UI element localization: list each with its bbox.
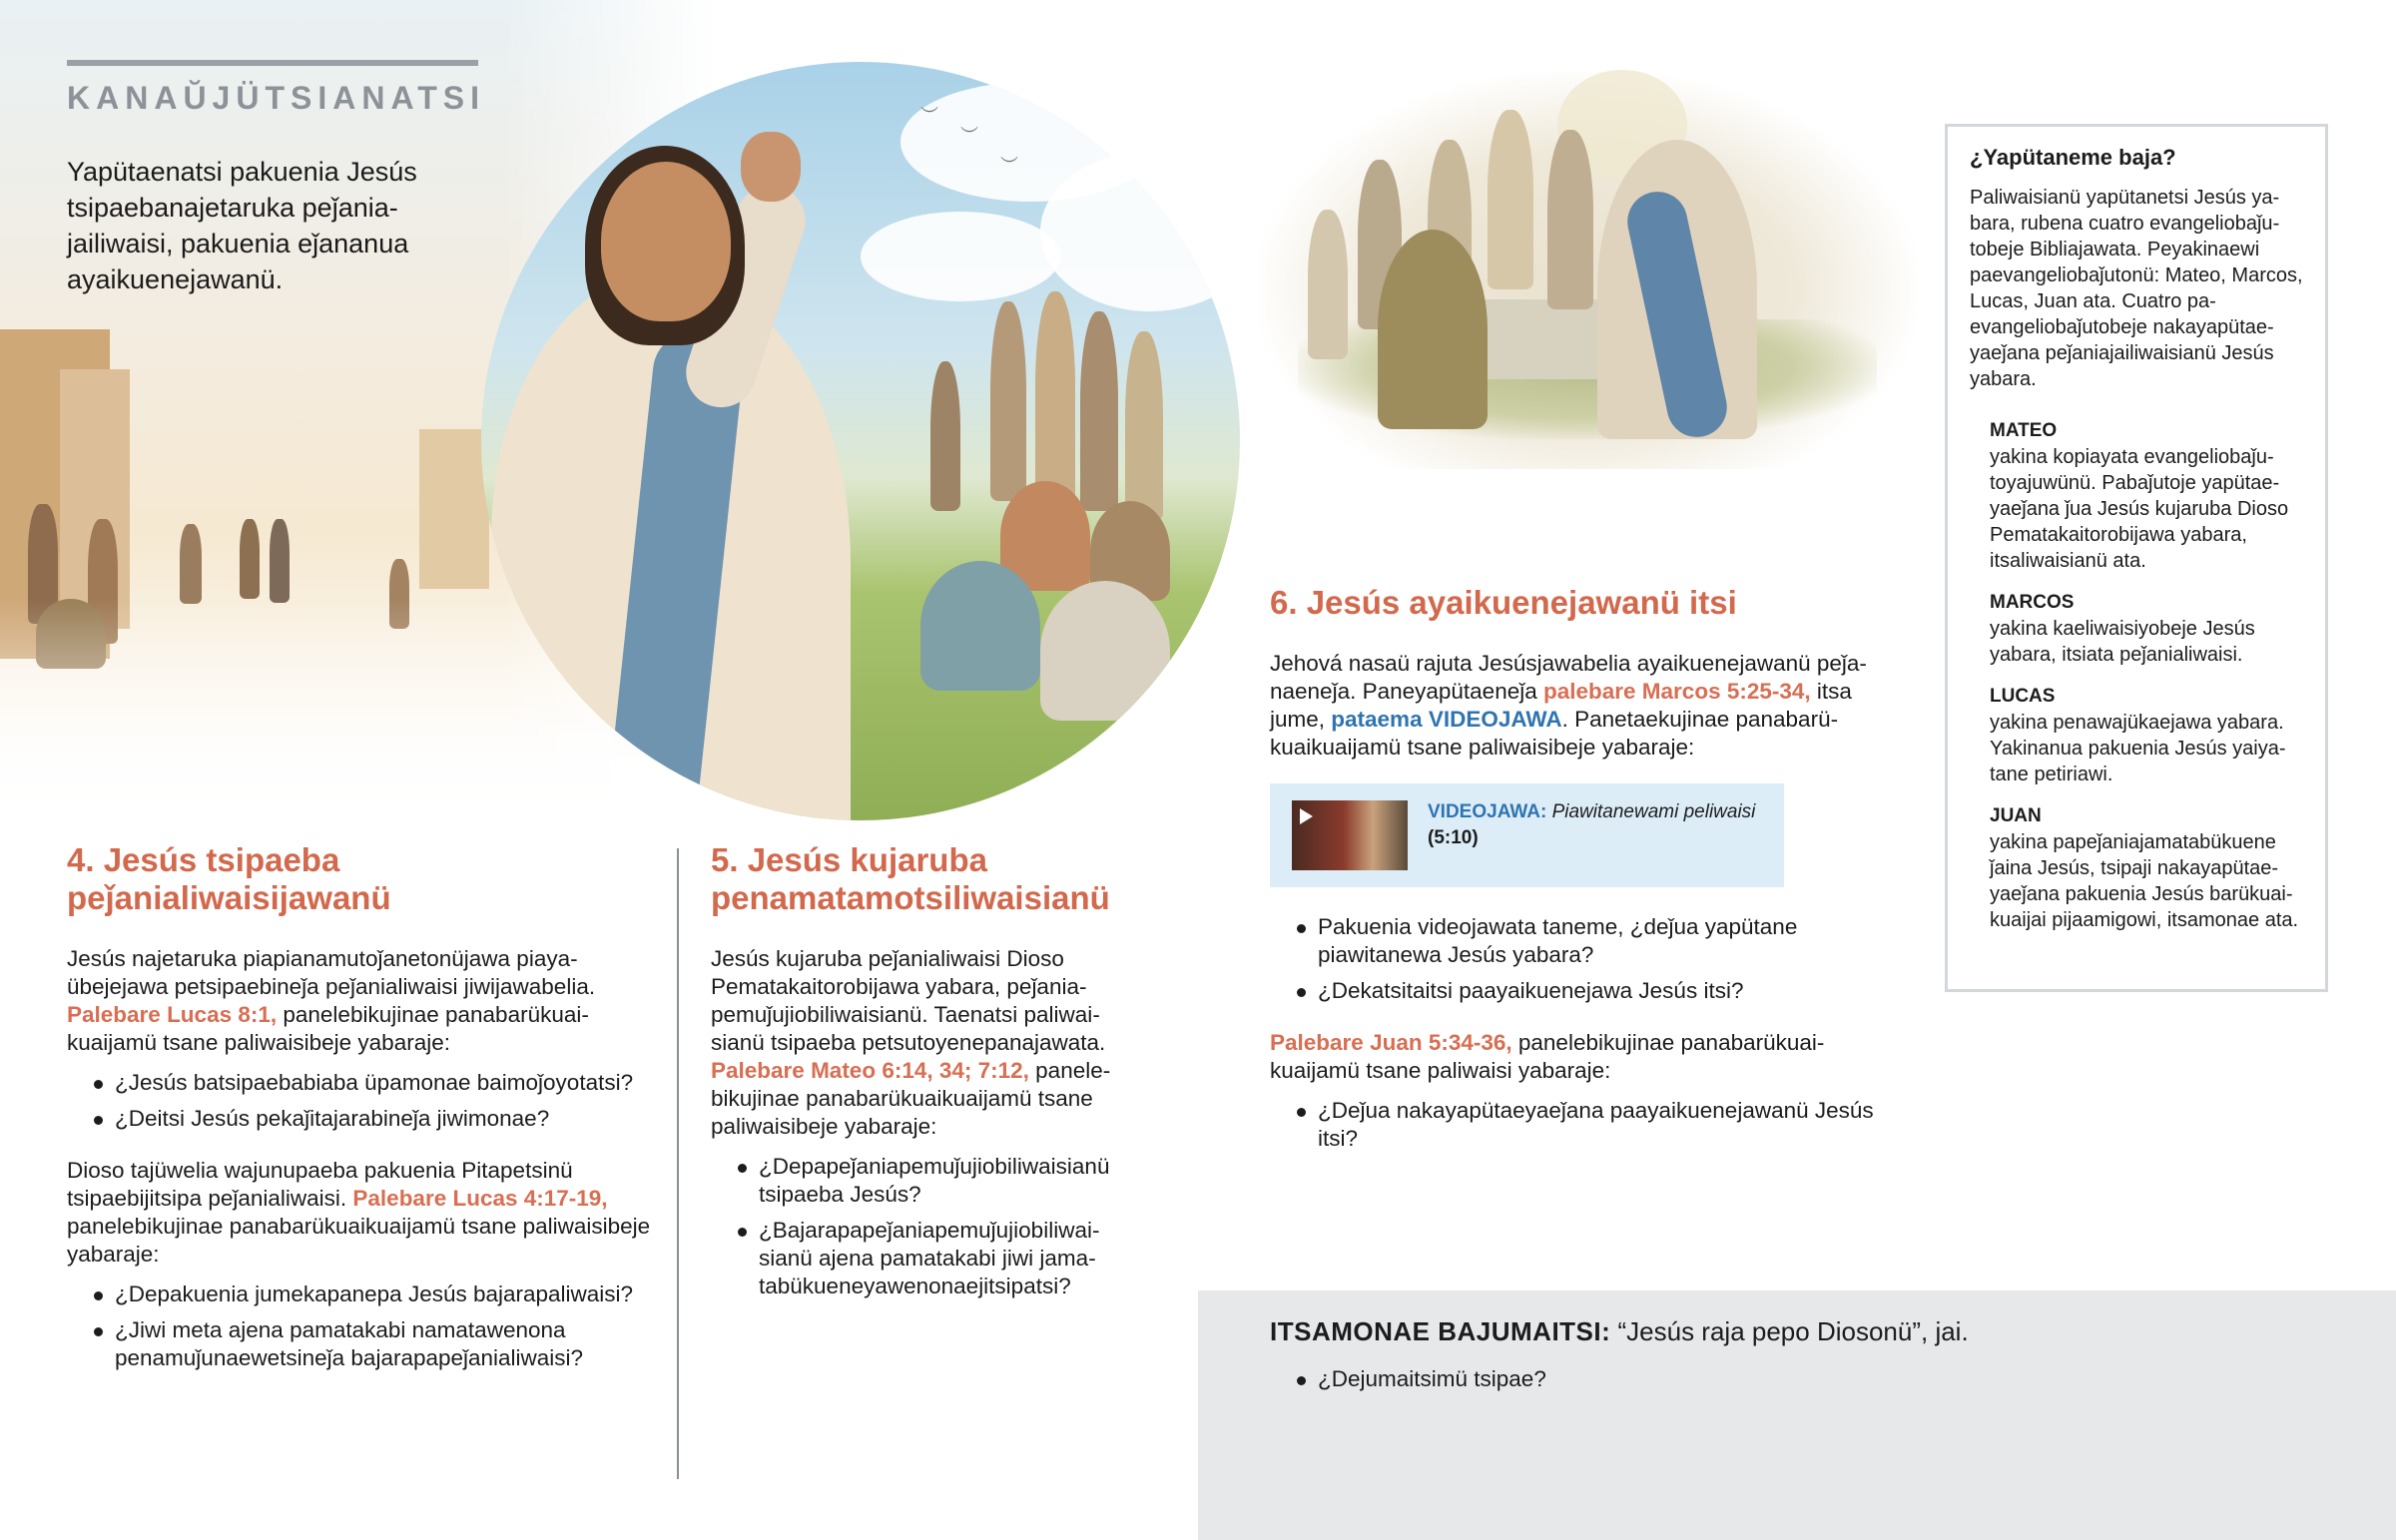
- paragraph-text: itsa jume,: [1270, 679, 1852, 732]
- sidebox-title: ¿Yapütaneme baja?: [1970, 145, 2176, 170]
- gospel-name: JUAN: [1990, 805, 2042, 826]
- video-link[interactable]: pataema VIDEOJAWA: [1331, 707, 1562, 732]
- section-6-title: 6. Jesús ayaikuenejawanü itsi: [1270, 584, 1737, 621]
- others-say-panel: [1198, 1290, 2396, 1540]
- gospel-entry: [1970, 684, 2305, 787]
- gospel-entry: [1970, 418, 2305, 574]
- question-list: [67, 1281, 666, 1372]
- section-4-paragraph-2: [67, 1157, 666, 1269]
- section-6-paragraph-1: [1270, 650, 1889, 762]
- others-say-heading: [1270, 1316, 1969, 1347]
- cloud-shape: [1040, 152, 1240, 311]
- gospel-description: yakina kaeliwaisiyobeje Jesús yabara, itsiata peǰanialiwaisi.: [1990, 618, 2255, 666]
- paragraph-text: panelebikujinae panabarükuaikuaijamü tsane paliwaisi yabaraje:: [1270, 1030, 1825, 1083]
- listener-figure: [930, 361, 960, 511]
- villager-figure: [270, 519, 290, 603]
- listener-figure: [920, 561, 1040, 691]
- question-item: ¿Jiwi meta ajena pamatakabi namatawenona penamuǰunaewetsineǰa bajarapapeǰanialiwaisi?: [67, 1316, 666, 1372]
- listener-figure: [1035, 291, 1075, 501]
- gospel-name: LUCAS: [1990, 686, 2056, 707]
- kneeling-woman-figure: [1378, 230, 1488, 429]
- question-item: Pakuenia videojawata taneme, ¿deǰua yapütane piawitanewa Jesús yabara?: [1270, 913, 1889, 969]
- scripture-reference-link[interactable]: Palebare Juan 5:34-36,: [1270, 1030, 1512, 1055]
- listener-figure: [1080, 311, 1118, 511]
- video-card[interactable]: [1270, 783, 1784, 887]
- paragraph-text: Jehová nasaü rajuta Jesúsjawabelia ayaikuenejawanü peǰanaeneǰa. Paneyapütaeneǰa: [1270, 651, 1867, 704]
- gospel-name: MARCOS: [1990, 592, 2075, 613]
- question-list: [1270, 1097, 1889, 1153]
- question-item: ¿Dekatsitaitsi paayaikuenejawa Jesús itsi?: [1270, 977, 1889, 1005]
- paragraph-text: panelebikujinae panabarükuaikuaijamü tsane paliwaisibeje yabaraje:: [67, 1214, 651, 1267]
- section-4-paragraph-1: [67, 945, 666, 1057]
- onlooker-figure: [1547, 130, 1593, 309]
- question-item: ¿Jesús batsipaebabiaba üpamonae baimoǰoyotatsi?: [67, 1069, 666, 1097]
- section-5-title: 5. Jesús kujaruba penamatamotsiliwaisianü: [711, 841, 1110, 916]
- villager-figure: [88, 519, 118, 644]
- section-label: KANAŬJÜTSIANATSI: [67, 80, 485, 116]
- video-duration: (5:10): [1428, 827, 1479, 848]
- question-list: [1270, 913, 1889, 1005]
- gospels-sidebox: [1945, 124, 2328, 992]
- building-shape: [419, 429, 489, 589]
- section-6: [1270, 584, 1889, 1177]
- paragraph-text: Dioso tajüwelia wajunupaeba pakuenia Pitapetsinü tsipaebijitsipa peǰanialiwaisi.: [67, 1158, 573, 1211]
- paragraph-text: Jesús najetaruka piapianamutoǰanetonüjawa piayaübejejawa petsipaebineǰa peǰanialiwaisi jiwijawabelia.: [67, 946, 596, 999]
- jesus-teaching-illustration: [481, 62, 1240, 820]
- play-icon[interactable]: [1300, 808, 1313, 824]
- listener-figure: [1125, 331, 1163, 521]
- question-item: ¿Deǰua nakayapütaeyaeǰana paayaikuenejawanü Jesús itsi?: [1270, 1097, 1889, 1153]
- gospel-entry: [1970, 590, 2305, 668]
- question-item: ¿Depakuenia jumekapanepa Jesús bajarapaliwaisi?: [67, 1281, 666, 1308]
- sidebox-intro: Paliwaisianü yapütanetsi Jesús yabara, rubena cuatro evangeliobaǰutobeje Bibliajawata. Peyakinaewi paevangeliobaǰutonü: Mateo, Marcos, Lucas, Juan ata. Cuatro paevangeliobaǰutobeje nakayapütaeyaeǰana peǰaniajailiwaisianü Jesús yabara.: [1970, 187, 2303, 390]
- question-item: ¿Deitsi Jesús pekaǰitajarabineǰa jiwimonae?: [67, 1105, 666, 1133]
- scripture-reference-link[interactable]: Palebare Mateo 6:14, 34; 7:12,: [711, 1058, 1029, 1083]
- others-say-label: ITSAMONAE BAJUMAITSI:: [1270, 1316, 1611, 1346]
- question-item: ¿Dejumaitsimü tsipae?: [1270, 1366, 1546, 1392]
- bird-icon: ︶: [1000, 156, 1018, 176]
- gospel-description: yakina kopiayata evangeliobaǰutoyajuwünü. Pabaǰutoje yapütaeyaeǰana ǰua Jesús kujaruba Dioso Pematakaitorobijawa yabara, itsaliwaisianü ata.: [1990, 446, 2289, 572]
- video-label: VIDEOJAWA:: [1428, 801, 1547, 822]
- paragraph-text: Jesús kujaruba peǰanialiwaisi Dioso Pematakaitorobijawa yabara, peǰaniapemuǰujiobiliwaisianü. Taenatsi paliwaisianü tsipaeba petsutoyenepanajawata.: [711, 946, 1106, 1055]
- villager-figure: [180, 524, 202, 604]
- villager-figure: [389, 559, 409, 629]
- jesus-hand: [741, 132, 801, 202]
- section-4: [67, 841, 666, 1396]
- scripture-reference-link[interactable]: Palebare Lucas 8:1,: [67, 1002, 278, 1027]
- scripture-reference-link[interactable]: palebare Marcos 5:25-34,: [1543, 679, 1811, 704]
- section-4-title: 4. Jesús tsipaeba peǰanialiwaisijawanü: [67, 841, 391, 916]
- listener-figure: [1040, 581, 1170, 721]
- section-5: [711, 841, 1130, 1324]
- gospel-entry: [1970, 803, 2305, 933]
- question-list: [67, 1069, 666, 1133]
- listener-figure: [990, 301, 1026, 501]
- cloud-shape: [861, 212, 1060, 301]
- healing-woman-illustration: [1258, 70, 1917, 469]
- video-title[interactable]: Piawitanewami peliwaisi: [1551, 801, 1756, 822]
- onlooker-figure: [1488, 110, 1533, 289]
- gospel-description: yakina papeǰaniajamatabükuene ǰaina Jesús, tsipaji nakayapütaeyaeǰana pakuenia Jesús barükuaikuaijai pijaamigowi, itsamonae ata.: [1990, 831, 2299, 931]
- gospel-description: yakina penawajükaejawa yabara. Yakinanua pakuenia Jesús yaiyatane petiriawi.: [1990, 712, 2286, 785]
- section-6-paragraph-2: [1270, 1029, 1889, 1085]
- paragraph-text: . Panetaekujinae panabarükuaikuaijamü tsane paliwaisibeje yabaraje:: [1270, 707, 1839, 760]
- section-5-paragraph: [711, 945, 1130, 1141]
- question-item: ¿Bajarapapeǰaniapemuǰujiobiliwaisianü ajena pamatakabi jiwi jamatabükueneyawenonaejitsipatsi?: [711, 1217, 1130, 1300]
- scripture-reference-link[interactable]: Palebare Lucas 4:17-19,: [352, 1186, 608, 1211]
- villager-figure: [28, 504, 58, 624]
- villager-figure: [240, 519, 260, 599]
- bird-icon: ︶: [960, 126, 978, 146]
- paragraph-text: panelebikujinae panabarükuaikuaijamü tsane paliwaisibeje yabaraje:: [711, 1058, 1111, 1139]
- others-say-quote: “Jesús raja pepo Diosonü”, jai.: [1610, 1316, 1969, 1346]
- column-divider: [677, 848, 679, 1479]
- video-thumbnail[interactable]: [1292, 800, 1408, 870]
- video-info: [1428, 799, 1755, 851]
- paragraph-text: panelebikujinae panabarükuaikuaijamü tsane paliwaisibeje yabaraje:: [67, 1002, 589, 1055]
- jesus-face: [601, 162, 731, 321]
- gospel-name: MATEO: [1990, 420, 2058, 441]
- question-list: [711, 1153, 1130, 1300]
- onlooker-figure: [1308, 210, 1348, 359]
- header-rule: [67, 60, 478, 66]
- question-item: ¿Depapeǰaniapemuǰujiobiliwaisianü tsipaeba Jesús?: [711, 1153, 1130, 1209]
- intro-text: Yapütaenatsi pakuenia Jesús tsipaebanajetaruka peǰaniajailiwaisi, pakuenia eǰananua ayaikuenejawanü.: [67, 157, 417, 294]
- bird-icon: ︶: [920, 106, 938, 126]
- villager-figure: [36, 599, 106, 669]
- question-list: [1270, 1366, 1546, 1392]
